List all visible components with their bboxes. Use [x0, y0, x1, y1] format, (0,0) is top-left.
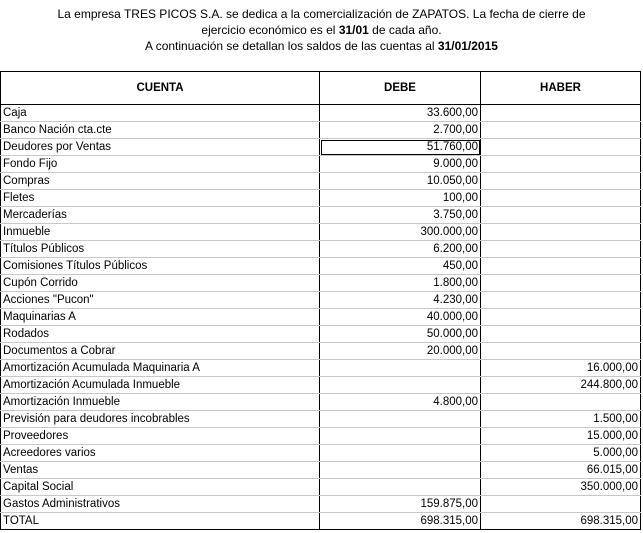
cell-haber[interactable] [481, 139, 641, 156]
cell-cuenta[interactable]: Acreedores varios [1, 445, 320, 462]
cell-haber[interactable] [481, 156, 641, 173]
cell-haber[interactable] [481, 224, 641, 241]
cell-cuenta[interactable]: Mercaderías [1, 207, 320, 224]
cell-debe[interactable]: 40.000,00 [320, 309, 481, 326]
cell-cuenta[interactable]: Proveedores [1, 428, 320, 445]
table-row [1, 428, 641, 445]
table-row [1, 292, 641, 309]
cell-cuenta[interactable]: TOTAL [1, 513, 320, 530]
cell-haber[interactable] [481, 343, 641, 360]
table-row [1, 258, 641, 275]
cell-haber[interactable] [481, 241, 641, 258]
table-row [1, 241, 641, 258]
cell-haber[interactable]: 350.000,00 [481, 479, 641, 496]
cell-cuenta[interactable]: Ventas [1, 462, 320, 479]
header-row [1, 72, 641, 105]
table-row [1, 394, 641, 411]
table-row [1, 377, 641, 394]
cell-haber[interactable]: 5.000,00 [481, 445, 641, 462]
table-row [1, 224, 641, 241]
cell-cuenta[interactable]: Comisiones Títulos Públicos [1, 258, 320, 275]
intro-line-2-post: de cada año. [368, 23, 442, 37]
cell-haber[interactable] [481, 258, 641, 275]
intro-line-3-pre: A continuación se detallan los saldos de las cuentas al [145, 39, 438, 53]
intro-line-2 [0, 22, 643, 38]
cell-cuenta[interactable]: Fondo Fijo [1, 156, 320, 173]
cell-debe[interactable] [320, 428, 481, 445]
cell-haber[interactable]: 244.800,00 [481, 377, 641, 394]
cell-debe[interactable]: 10.050,00 [320, 173, 481, 190]
cell-debe[interactable]: 20.000,00 [320, 343, 481, 360]
table-row [1, 343, 641, 360]
cell-debe[interactable]: 3.750,00 [320, 207, 481, 224]
cell-debe[interactable]: 1.800,00 [320, 275, 481, 292]
cell-haber[interactable]: 66.015,00 [481, 462, 641, 479]
cell-debe[interactable]: 50.000,00 [320, 326, 481, 343]
cell-debe[interactable] [320, 377, 481, 394]
cell-cuenta[interactable]: Gastos Administrativos [1, 496, 320, 513]
cell-debe[interactable]: 450,00 [320, 258, 481, 275]
cell-cuenta[interactable]: Caja [1, 105, 320, 122]
cell-debe[interactable] [320, 411, 481, 428]
cell-debe[interactable] [320, 462, 481, 479]
cell-cuenta[interactable]: Documentos a Cobrar [1, 343, 320, 360]
cell-haber[interactable]: 16.000,00 [481, 360, 641, 377]
cell-haber[interactable] [481, 292, 641, 309]
intro-line-1: La empresa TRES PICOS S.A. se dedica a la comercialización de ZAPATOS. La fecha de cierre de [57, 7, 586, 21]
intro-line-2-date: 31/01 [338, 23, 369, 37]
cell-haber[interactable] [481, 275, 641, 292]
intro-line-2-pre: ejercicio económico es el [201, 23, 339, 37]
cell-debe[interactable]: 2.700,00 [320, 122, 481, 139]
cell-haber[interactable] [481, 309, 641, 326]
intro-text [0, 0, 643, 71]
table-row [1, 496, 641, 513]
table-row [1, 275, 641, 292]
cell-haber[interactable] [481, 122, 641, 139]
cell-debe[interactable]: 9.000,00 [320, 156, 481, 173]
cell-cuenta[interactable]: Rodados [1, 326, 320, 343]
cell-debe[interactable]: 4.800,00 [320, 394, 481, 411]
cell-haber[interactable] [481, 173, 641, 190]
cell-haber[interactable] [481, 394, 641, 411]
cell-debe[interactable] [320, 445, 481, 462]
cell-debe[interactable]: 300.000,00 [320, 224, 481, 241]
cell-haber[interactable] [481, 207, 641, 224]
table-row [1, 309, 641, 326]
cell-cuenta[interactable]: Capital Social [1, 479, 320, 496]
balance-table [0, 71, 641, 530]
cell-debe[interactable]: 698.315,00 [320, 513, 481, 530]
cell-cuenta[interactable]: Compras [1, 173, 320, 190]
table-row [1, 326, 641, 343]
cell-debe[interactable] [320, 360, 481, 377]
table-row [1, 207, 641, 224]
cell-haber[interactable] [481, 105, 641, 122]
cell-haber[interactable] [481, 496, 641, 513]
cell-cuenta[interactable]: Títulos Públicos [1, 241, 320, 258]
header-haber[interactable]: HABER [481, 72, 641, 105]
cell-cuenta[interactable]: Amortización Inmueble [1, 394, 320, 411]
table-row [1, 173, 641, 190]
table-row [1, 122, 641, 139]
header-cuenta[interactable]: CUENTA [1, 72, 320, 105]
cell-cuenta[interactable]: Acciones "Pucon" [1, 292, 320, 309]
cell-debe[interactable]: 51.760,00 [320, 139, 481, 156]
table-row [1, 139, 641, 156]
cell-cuenta[interactable]: Maquinarias A [1, 309, 320, 326]
table-row [1, 360, 641, 377]
cell-haber[interactable] [481, 190, 641, 207]
intro-line-3 [0, 38, 643, 54]
cell-cuenta[interactable]: Fletes [1, 190, 320, 207]
cell-debe[interactable]: 100,00 [320, 190, 481, 207]
cell-debe[interactable]: 159.875,00 [320, 496, 481, 513]
cell-cuenta[interactable]: Amortización Acumulada Inmueble [1, 377, 320, 394]
table-row [1, 445, 641, 462]
cell-debe[interactable] [320, 479, 481, 496]
cell-debe[interactable]: 6.200,00 [320, 241, 481, 258]
table-row [1, 190, 641, 207]
cell-cuenta[interactable]: Amortización Acumulada Maquinaria A [1, 360, 320, 377]
cell-cuenta[interactable]: Banco Nación cta.cte [1, 122, 320, 139]
table-row [1, 479, 641, 496]
table-row [1, 105, 641, 122]
cell-cuenta[interactable]: Cupón Corrido [1, 275, 320, 292]
cell-debe[interactable]: 4.230,00 [320, 292, 481, 309]
cell-haber[interactable]: 15.000,00 [481, 428, 641, 445]
cell-debe[interactable]: 33.600,00 [320, 105, 481, 122]
table-row [1, 513, 641, 530]
cell-haber[interactable]: 698.315,00 [481, 513, 641, 530]
cell-haber[interactable]: 1.500,00 [481, 411, 641, 428]
table-row [1, 462, 641, 479]
cell-cuenta[interactable]: Inmueble [1, 224, 320, 241]
table-row [1, 156, 641, 173]
intro-line-3-date: 31/01/2015 [437, 39, 498, 53]
cell-haber[interactable] [481, 326, 641, 343]
header-debe[interactable]: DEBE [320, 72, 481, 105]
cell-cuenta[interactable]: Deudores por Ventas [1, 139, 320, 156]
table-row [1, 411, 641, 428]
cell-cuenta[interactable]: Previsión para deudores incobrables [1, 411, 320, 428]
